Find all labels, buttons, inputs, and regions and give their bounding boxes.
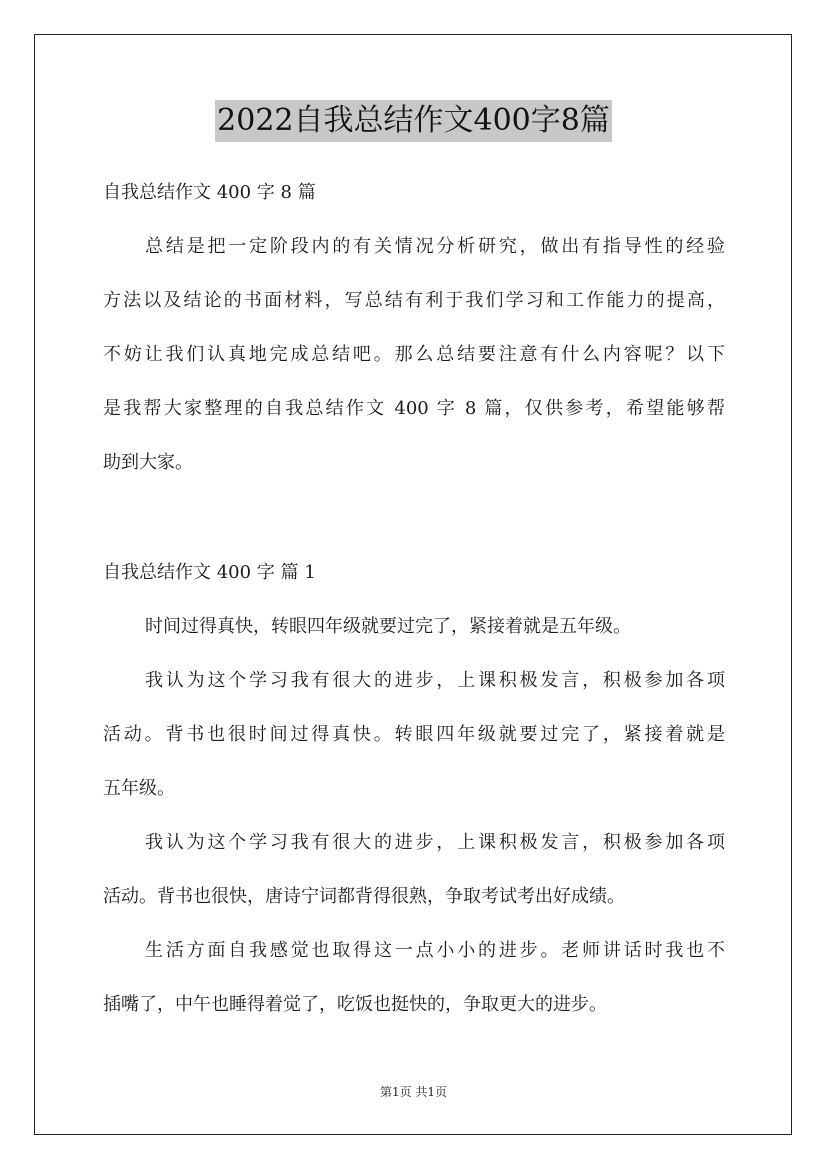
body-line-7: 生活方面自我感觉也取得这一点小小的进步。老师讲话时我也不	[145, 940, 725, 961]
body-line-5: 我认为这个学习我有很大的进步，上课积极发言，积极参加各项	[145, 832, 725, 853]
body-line-4: 五年级。	[103, 778, 175, 799]
section-heading-1: 自我总结作文 400 字 篇 1	[103, 562, 316, 583]
body-line-2: 我认为这个学习我有很大的进步，上课积极发言，积极参加各项	[145, 670, 725, 691]
document-title: 2022自我总结作文400字8篇	[215, 100, 612, 142]
intro-line-1: 总结是把一定阶段内的有关情况分析研究，做出有指导性的经验	[145, 236, 725, 257]
title-container	[0, 100, 827, 142]
body-line-6: 活动。背书也很快，唐诗宁词都背得很熟，争取考试考出好成绩。	[103, 886, 625, 907]
subtitle-line: 自我总结作文 400 字 8 篇	[103, 182, 316, 203]
body-line-3: 活动。背书也很时间过得真快。转眼四年级就要过完了，紧接着就是	[103, 724, 725, 745]
body-line-1: 时间过得真快，转眼四年级就要过完了，紧接着就是五年级。	[145, 616, 631, 637]
page-footer: 第1页 共1页	[379, 1085, 448, 1099]
intro-line-4: 是我帮大家整理的自我总结作文 400 字 8 篇，仅供参考，希望能够帮	[103, 398, 725, 419]
intro-line-2: 方法以及结论的书面材料，写总结有利于我们学习和工作能力的提高，	[103, 290, 725, 311]
intro-line-5: 助到大家。	[103, 452, 193, 473]
body-line-8: 插嘴了，中午也睡得着觉了，吃饭也挺快的，争取更大的进步。	[103, 994, 607, 1015]
intro-line-3: 不妨让我们认真地完成总结吧。那么总结要注意有什么内容呢？以下	[103, 344, 725, 365]
